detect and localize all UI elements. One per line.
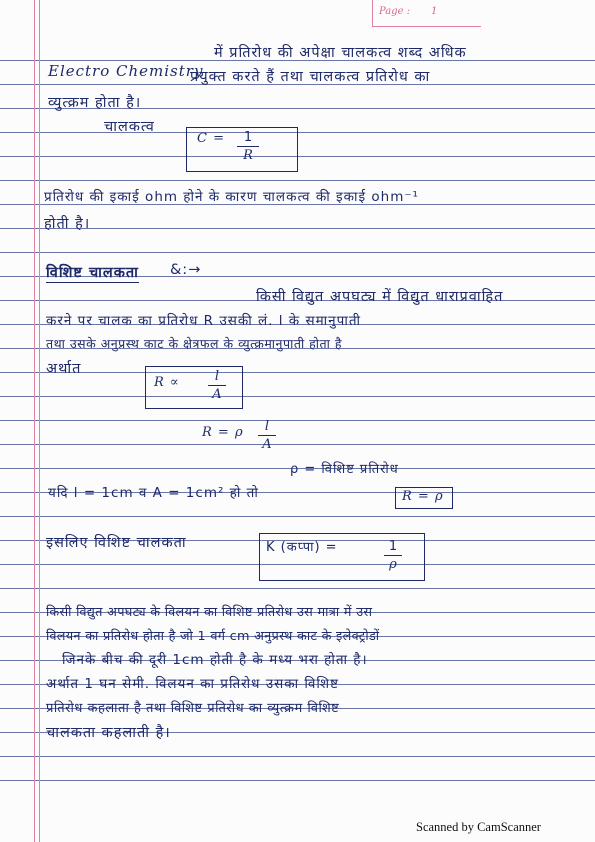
proportion-box (145, 366, 243, 409)
conductance-label: चालकत्व (104, 119, 155, 135)
margin-line (39, 0, 40, 842)
conductance-lhs: C = (197, 131, 225, 146)
ruled-line (0, 588, 595, 589)
closing-line-2: विलयन का प्रतिरोध होता है जो 1 वर्ग cm अनुप्रस्थ काट के इलेक्ट्रोडों (46, 629, 380, 644)
kappa-lhs: K (कप्पा) = (266, 540, 338, 555)
specific-para-1: किसी विद्युत अपघट्य में विद्युत धाराप्रवाहित (256, 289, 504, 305)
condition-result: R = ρ (402, 489, 444, 504)
kappa-num: 1 (388, 539, 398, 554)
intro-line-3: व्युत्क्रम होता है। (48, 95, 142, 111)
ruled-line (0, 756, 595, 757)
conductance-num: 1 (243, 130, 253, 145)
kappa-fraction (384, 539, 402, 572)
ruled-line (0, 420, 595, 421)
unit-line-2: होती है। (44, 216, 91, 232)
page-number-box (372, 0, 481, 27)
ruled-line (0, 780, 595, 781)
section-heading-suffix: &:→ (170, 262, 202, 278)
specific-para-4: अर्थात (46, 361, 82, 377)
section-heading: विशिष्ट चालकता (46, 262, 139, 283)
resistivity-fraction (258, 419, 276, 452)
resistivity-lhs: R = ρ (202, 425, 244, 440)
unit-line-1: प्रतिरोध की इकाई ohm होने के कारण चालकत्व की इकाई ohm⁻¹ (44, 189, 419, 205)
resistivity-num: l (264, 419, 270, 434)
page-number: 1 (431, 6, 438, 17)
proportion-lhs: R ∝ (154, 375, 180, 390)
intro-line-2: प्रयुक्त करते हैं तथा चालकत्व प्रतिरोध का (190, 69, 431, 85)
closing-line-4: अर्थात 1 घन सेमी. विलयन का प्रतिरोध उसका विशिष्ट (46, 676, 339, 692)
specific-para-2: करने पर चालक का प्रतिरोध R उसकी लं. l के समानुपाती (46, 313, 362, 329)
intro-line-1: में प्रतिरोध की अपेक्षा चालकत्व शब्द अधिक (214, 45, 467, 61)
kappa-formula-box (259, 533, 425, 581)
condition-result-box (395, 487, 453, 509)
condition-text: यदि l = 1cm व A = 1cm² हो तो (48, 485, 259, 501)
specific-para-3: तथा उसके अनुप्रस्थ काट के क्षेत्रफल के व्युत्क्रमानुपाती होता है (46, 336, 342, 351)
closing-line-1: किसी विद्युत अपघट्य के विलयन का विशिष्ट प्रतिरोध उस मात्रा में उस (46, 605, 373, 620)
conductance-formula-box (186, 127, 298, 172)
page-label: Page : (379, 6, 411, 17)
ruled-line (0, 252, 595, 253)
proportion-den: A (212, 387, 222, 402)
closing-line-6: चालकता कहलाती है। (46, 725, 171, 741)
ruled-line (0, 516, 595, 517)
kappa-label: इसलिए विशिष्ट चालकता (46, 535, 187, 551)
scanner-watermark: Scanned by CamScanner (416, 820, 541, 834)
proportion-num: l (214, 369, 220, 384)
proportion-fraction (208, 369, 226, 402)
intro-english: Electro Chemistry (48, 62, 204, 80)
kappa-den: ρ (389, 557, 397, 572)
conductance-den: R (243, 148, 253, 163)
closing-line-5: प्रतिरोध कहलाता है तथा विशिष्ट प्रतिरोध का व्युत्क्रम विशिष्ट (46, 701, 340, 716)
rho-note: ρ = विशिष्ट प्रतिरोध (290, 462, 399, 477)
conductance-fraction (237, 130, 259, 163)
margin-line (34, 0, 35, 842)
ruled-line (0, 180, 595, 181)
ruled-line (0, 372, 595, 373)
resistivity-den: A (262, 437, 272, 452)
closing-line-3: जिनके बीच की दूरी 1cm होती है के मध्य भरा होता है। (62, 652, 368, 668)
ruled-line (0, 396, 595, 397)
ruled-line (0, 444, 595, 445)
